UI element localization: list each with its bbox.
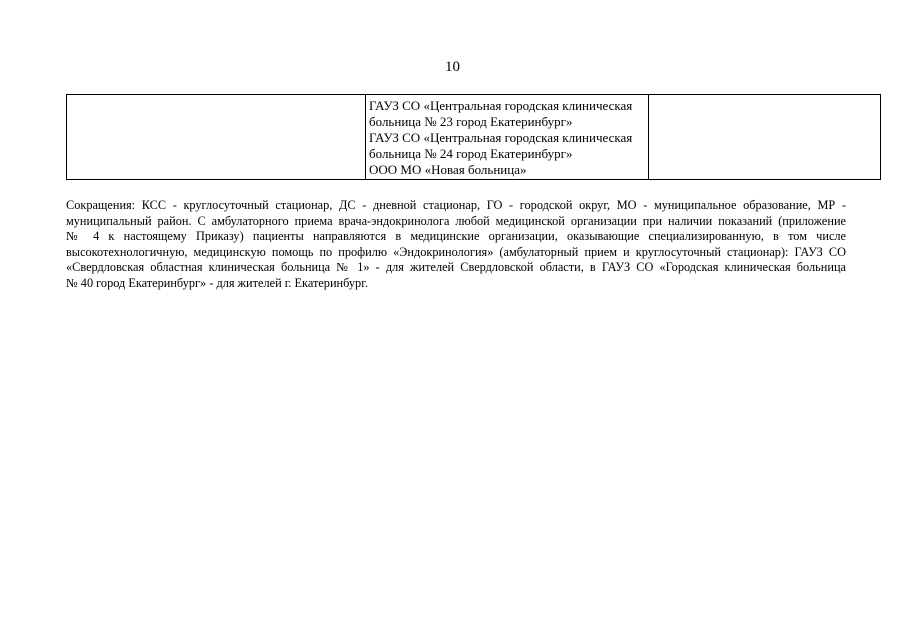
organization-line: ГАУЗ СО «Центральная городская клиническая [369,130,633,145]
paragraph-line: высокотехнологичную, медицинскую помощь по профилю «Эндокринология» (амбулаторный прием и круглосуточный стационар): ГАУЗ СО [66,244,846,259]
medical-organizations-table [66,94,881,180]
table-cell-left [67,95,366,180]
paragraph-line: № 4 к настоящему Приказу) пациенты направляются в медицинские организации, оказывающие специализированную, в том числе [66,229,846,243]
organization-line: больница № 24 город Екатеринбург» [369,146,573,161]
table-cell-right [649,95,881,180]
organization-line: ГАУЗ СО «Центральная городская клиническая [369,98,633,113]
abbreviations-paragraph [66,198,846,291]
page-number: 10 [445,59,460,75]
paragraph-line: муниципальный район. С амбулаторного приема врача-эндокринолога любой медицинской организации при наличии показаний (приложение [66,213,846,228]
table-cell-organizations [366,95,649,180]
paragraph-line: № 40 город Екатеринбург» - для жителей г. Екатеринбург. [66,275,368,290]
paragraph-line: Сокращения: КСС - круглосуточный стационар, ДС - дневной стационар, ГО - городской округ, МО - муниципальное образование, МР - [66,198,846,212]
table-row [67,95,881,180]
organization-line: ООО МО «Новая больница» [369,162,527,177]
paragraph-line: «Свердловская областная клиническая больница № 1» - для жителей Свердловской области, в ГАУЗ СО «Городская клиническая больница [66,260,846,274]
organization-line: больница № 23 город Екатеринбург» [369,114,573,129]
